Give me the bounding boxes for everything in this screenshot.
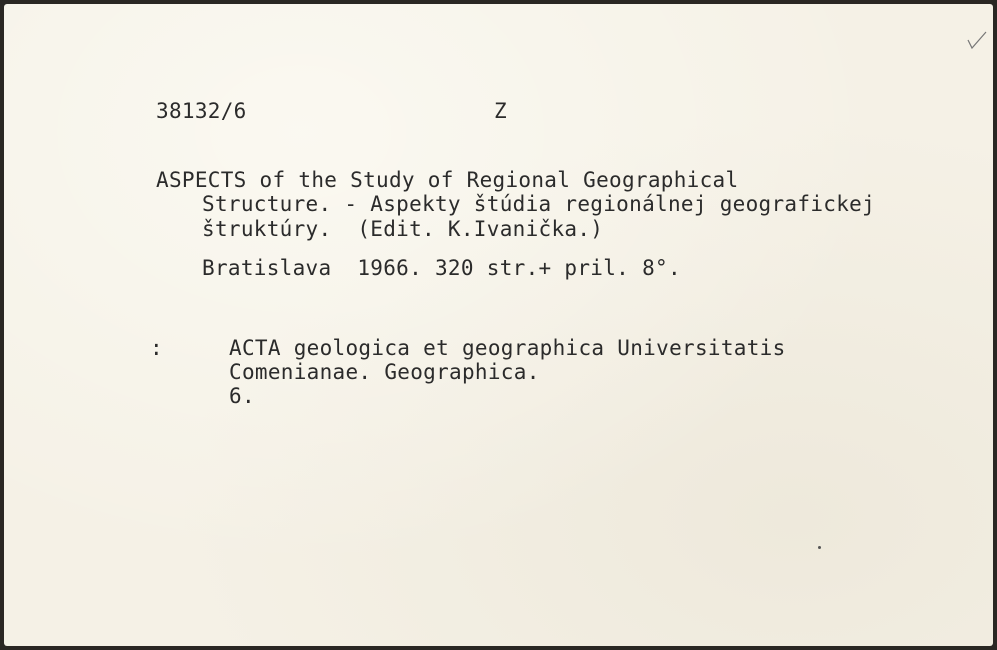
location-code: Z	[494, 99, 507, 123]
imprint: Bratislava 1966. 320 str.+ pril. 8°.	[202, 256, 681, 280]
title-line-3: štruktúry. (Edit. K.Ivanička.)	[202, 217, 604, 241]
series-line-2: Comenianae. Geographica.	[229, 360, 540, 384]
series-line-3: 6.	[229, 384, 255, 408]
title-line-1: ASPECTS of the Study of Regional Geographical	[156, 168, 739, 192]
catalog-card	[4, 4, 993, 646]
paper-speck	[818, 546, 821, 549]
pencil-check-mark-icon	[966, 30, 988, 52]
call-number: 38132/6	[156, 99, 247, 123]
series-marker: :	[150, 336, 163, 360]
title-line-2: Structure. - Aspekty štúdia regionálnej geografickej	[202, 192, 876, 216]
series-line-1: ACTA geologica et geographica Universitatis	[229, 336, 786, 360]
